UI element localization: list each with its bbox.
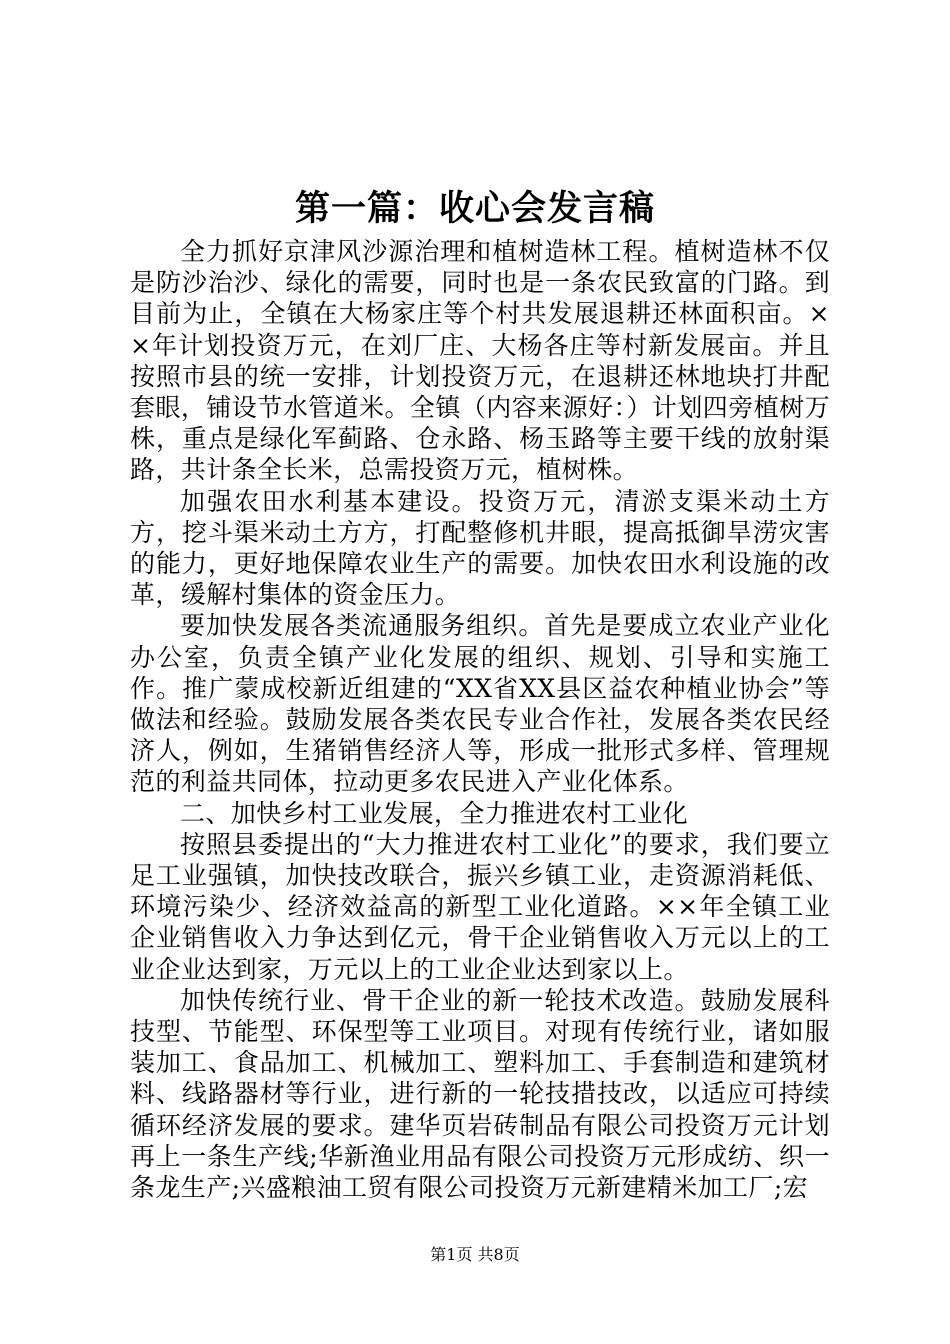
paragraph-2: 加强农田水利基本建设。投资万元，清淤支渠米动土方方，挖斗渠米动土方方，打配整修机井眼，提高抵御旱涝灾害的能力，更好地保障农业生产的需要。加快农田水利设施的改革，缓解村集体的资金压力。 — [130, 486, 830, 610]
section-heading: 二、加快乡村工业发展，全力推进农村工业化 — [180, 798, 689, 828]
paragraph-4: 按照县委提出的“大力推进农村工业化”的要求，我们要立足工业强镇，加快技改联合，振兴乡镇工业，走资源消耗低、环境污染少、经济效益高的新型工业化道路。××年全镇工业企业销售收入力争达到亿元，骨干企业销售收入万元以上的工业企业达到家，万元以上的工业企业达到家以上。 — [130, 829, 830, 984]
page-number-footer: 第1页 共8页 — [430, 1245, 520, 1264]
paragraph-5: 加快传统行业、骨干企业的新一轮技术改造。鼓励发展科技型、节能型、环保型等工业项目。对现有传统行业，诸如服装加工、食品加工、机械加工、塑料加工、手套制造和建筑材料、线路器材等行业，进行新的一轮技措技改，以适应可持续循环经济发展的要求。建华页岩砖制品有限公司投资万元计划再上一条生产线;华新渔业用品有限公司投资万元形成纺、织一条龙生产;兴盛粮油工贸有限公司投资万元新建精米加工厂;宏 — [130, 985, 830, 1203]
document-body — [130, 236, 830, 1203]
paragraph-3: 要加快发展各类流通服务组织。首先是要成立农业产业化办公室，负责全镇产业化发展的组织、规划、引导和实施工作。推广蒙成校新近组建的“XX省XX县区益农种植业协会”等做法和经验。鼓励发展各类农民专业合作社，发展各类农民经济人，例如，生猪销售经济人等，形成一批形式多样、管理规范的利益共同体，拉动更多农民进入产业化体系。 — [130, 611, 830, 797]
document-title: 第一篇：收心会发言稿 — [294, 189, 655, 229]
paragraph-1: 全力抓好京津风沙源治理和植树造林工程。植树造林不仅是防沙治沙、绿化的需要，同时也是一条农民致富的门路。到目前为止，全镇在大杨家庄等个村共发展退耕还林面积亩。××年计划投资万元，在刘厂庄、大杨各庄等村新发展亩。并且按照市县的统一安排，计划投资万元，在退耕还林地块打井配套眼，铺设节水管道米。全镇（内容来源好：）计划四旁植树万株，重点是绿化军蓟路、仓永路、杨玉路等主要干线的放射渠路，共计条全长米，总需投资万元，植树株。 — [130, 237, 830, 485]
